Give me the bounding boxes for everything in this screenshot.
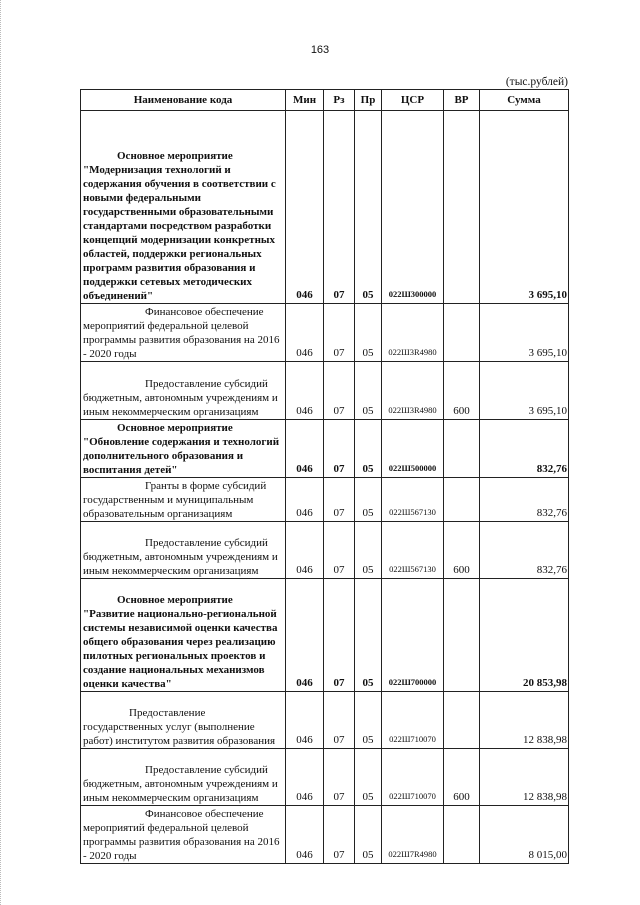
row-name <box>81 420 286 478</box>
row-name <box>81 304 286 362</box>
row-sum: 832,76 <box>480 522 569 579</box>
row-name <box>81 749 286 806</box>
row-rz: 07 <box>324 749 355 806</box>
row-vr <box>444 806 480 864</box>
table-row <box>81 111 569 304</box>
row-name-body: государственным и муниципальным образовательным организациям <box>83 494 254 520</box>
header-vr: ВР <box>444 90 480 111</box>
row-name-head: Финансовое обеспечение <box>145 306 264 318</box>
table-row <box>81 692 569 749</box>
row-rz: 07 <box>324 362 355 420</box>
row-vr <box>444 478 480 522</box>
row-pr: 05 <box>355 749 382 806</box>
row-name-head: Предоставление субсидий <box>145 537 268 549</box>
row-name <box>81 478 286 522</box>
row-rz: 07 <box>324 420 355 478</box>
row-sum: 832,76 <box>480 420 569 478</box>
table-header-row <box>81 90 569 111</box>
row-sum: 8 015,00 <box>480 806 569 864</box>
row-sum: 20 853,98 <box>480 579 569 692</box>
header-sum: Сумма <box>480 90 569 111</box>
row-vr <box>444 579 480 692</box>
row-name-head: Предоставление субсидий <box>145 764 268 776</box>
row-min: 046 <box>286 111 324 304</box>
row-pr: 05 <box>355 420 382 478</box>
row-min: 046 <box>286 362 324 420</box>
row-name-head: Предоставление субсидий <box>145 378 268 390</box>
row-csr: 022Ш300000 <box>382 111 444 304</box>
row-min: 046 <box>286 522 324 579</box>
row-sum: 3 695,10 <box>480 111 569 304</box>
row-name-body: "Обновление содержания и технологий дополнительного образования и воспитания детей" <box>83 436 280 476</box>
row-csr: 022Ш500000 <box>382 420 444 478</box>
row-csr: 022Ш3R4980 <box>382 304 444 362</box>
row-sum: 12 838,98 <box>480 749 569 806</box>
row-rz: 07 <box>324 111 355 304</box>
row-name-body: мероприятий федеральной целевой программы развития образования на 2016 - 2020 годы <box>83 822 280 862</box>
row-csr: 022Ш567130 <box>382 522 444 579</box>
row-vr: 600 <box>444 362 480 420</box>
row-name <box>81 579 286 692</box>
row-min: 046 <box>286 420 324 478</box>
row-csr: 022Ш710070 <box>382 692 444 749</box>
row-vr: 600 <box>444 522 480 579</box>
row-name-head: Гранты в форме субсидий <box>145 480 267 492</box>
row-csr: 022Ш7R4980 <box>382 806 444 864</box>
row-name-body: "Модернизация технологий и содержания обучения в соответствии с новыми федеральными государственными образовательными стандартами посредством разработки концепций модернизации конкретных областей, поддержки региональных программ развития образования и поддержки сетевых методических объединений" <box>83 164 276 302</box>
row-name-body: "Развитие национально-региональной системы независимой оценки качества общего образования через реализацию пилотных региональных проектов и создание национальных механизмов оценки качества" <box>83 608 278 690</box>
row-csr: 022Ш3R4980 <box>382 362 444 420</box>
table-row <box>81 478 569 522</box>
page-number: 163 <box>310 44 330 56</box>
budget-table <box>80 89 569 864</box>
row-name-body: мероприятий федеральной целевой программы развития образования на 2016 - 2020 годы <box>83 320 280 360</box>
row-name-body: бюджетным, автономным учреждениям и иным некоммерческим организациям <box>83 392 278 418</box>
row-rz: 07 <box>324 304 355 362</box>
row-min: 046 <box>286 579 324 692</box>
row-sum: 12 838,98 <box>480 692 569 749</box>
row-vr <box>444 111 480 304</box>
table-row <box>81 420 569 478</box>
header-min: Мин <box>286 90 324 111</box>
row-rz: 07 <box>324 579 355 692</box>
row-sum: 3 695,10 <box>480 304 569 362</box>
row-pr: 05 <box>355 111 382 304</box>
row-sum: 832,76 <box>480 478 569 522</box>
row-name <box>81 522 286 579</box>
row-name <box>81 806 286 864</box>
row-rz: 07 <box>324 478 355 522</box>
row-sum: 3 695,10 <box>480 362 569 420</box>
table-row <box>81 749 569 806</box>
row-name-head: Основное мероприятие <box>117 150 233 162</box>
row-vr: 600 <box>444 749 480 806</box>
row-vr <box>444 692 480 749</box>
row-name-head: Основное мероприятие <box>117 422 233 434</box>
row-pr: 05 <box>355 579 382 692</box>
row-pr: 05 <box>355 522 382 579</box>
row-min: 046 <box>286 692 324 749</box>
row-name-head: Финансовое обеспечение <box>145 808 264 820</box>
row-pr: 05 <box>355 304 382 362</box>
row-name-body: бюджетным, автономным учреждениям и иным некоммерческим организациям <box>83 551 278 577</box>
units-label: (тыс.рублей) <box>505 76 568 88</box>
row-name-body: государственных услуг (выполнение работ) институтом развития образования <box>83 721 276 747</box>
table-row <box>81 362 569 420</box>
row-min: 046 <box>286 304 324 362</box>
row-csr: 022Ш710070 <box>382 749 444 806</box>
table-row <box>81 806 569 864</box>
row-csr: 022Ш567130 <box>382 478 444 522</box>
row-csr: 022Ш700000 <box>382 579 444 692</box>
row-min: 046 <box>286 749 324 806</box>
header-name: Наименование кода <box>81 90 286 111</box>
table-row <box>81 522 569 579</box>
row-name <box>81 111 286 304</box>
header-pr: Пр <box>355 90 382 111</box>
row-rz: 07 <box>324 692 355 749</box>
row-rz: 07 <box>324 522 355 579</box>
table-row <box>81 304 569 362</box>
row-vr <box>444 420 480 478</box>
row-pr: 05 <box>355 362 382 420</box>
header-csr: ЦСР <box>382 90 444 111</box>
row-pr: 05 <box>355 806 382 864</box>
row-rz: 07 <box>324 806 355 864</box>
header-rz: Рз <box>324 90 355 111</box>
row-name <box>81 692 286 749</box>
table-row <box>81 579 569 692</box>
row-pr: 05 <box>355 692 382 749</box>
scan-edge-mark <box>0 0 2 905</box>
row-pr: 05 <box>355 478 382 522</box>
row-name-head: Основное мероприятие <box>117 594 233 606</box>
row-name-head: Предоставление <box>129 707 206 719</box>
row-name <box>81 362 286 420</box>
row-min: 046 <box>286 806 324 864</box>
row-name-body: бюджетным, автономным учреждениям и иным некоммерческим организациям <box>83 778 278 804</box>
row-vr <box>444 304 480 362</box>
row-min: 046 <box>286 478 324 522</box>
